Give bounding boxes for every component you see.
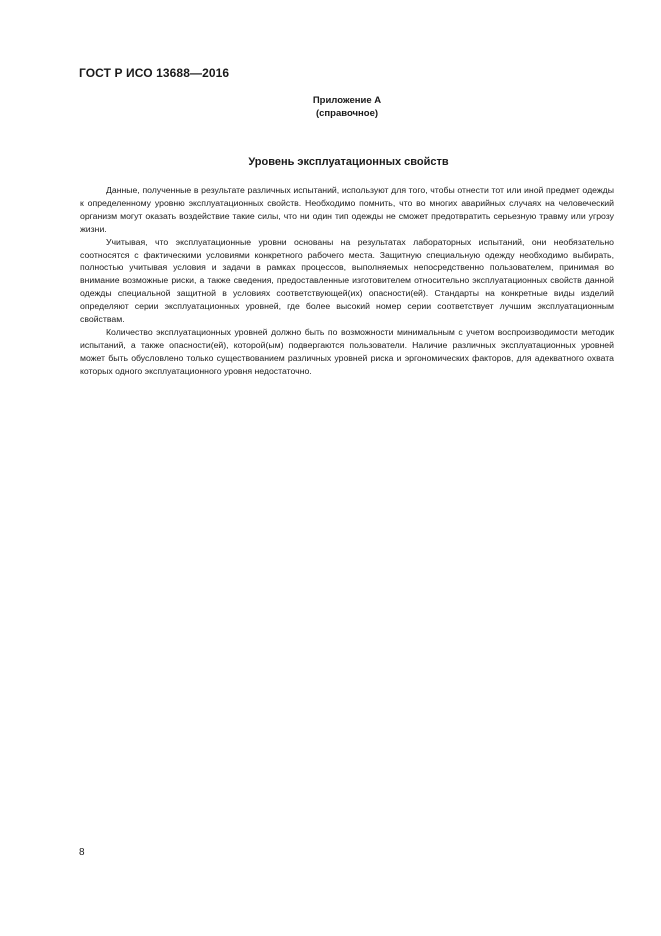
paragraph-3: Количество эксплуатационных уровней должно быть по возможности минимальным с учетом воспроизводимости методик испытаний, а также опасности(ей), которой(ым) подвергаются пользователи. Наличие различных эксплуатационных уровней может быть обусловлено только существованием различных уровней риска и эргономических факторов, для адекватного охвата которых одного эксплуатационного уровня недостаточно. [80,326,614,376]
document-code: ГОСТ Р ИСО 13688—2016 [79,66,230,80]
body-text [80,184,614,378]
paragraph-2: Учитывая, что эксплуатационные уровни основаны на результатах лабораторных испытаний, они необязательно соотносятся с фактическими условиями конкретного рабочего места. Защитную специальную одежду необходимо выбирать, полностью учитывая условия и задачи в рамках процессов, выполняемых непосредственно пользователем, принимая во внимание возможные риски, а также сведения, предоставленные изготовителем относительно эксплуатационных свойств данной одежды специальной защитной в условиях соответствующей(их) опасности(ей). Стандарты на конкретные виды изделий определяют серии эксплуатационных уровней, где более высокий номер серии соответствует лучшим эксплуатационным свойствам. [80,236,614,325]
page-number: 8 [79,847,85,858]
appendix-title: Приложение А [312,95,382,106]
appendix-note: (справочное) [315,108,379,119]
paragraph-1: Данные, полученные в результате различных испытаний, используют для того, чтобы отнести тот или иной предмет одежды к определенному уровню эксплуатационных свойств. Необходимо помнить, что во многих аварийных случаях на человеческий организм могут оказать воздействие такие силы, что ни один тип одежды не сможет предотвратить серьезную травму или угрозу жизни. [80,185,614,234]
section-title: Уровень эксплуатационных свойств [248,156,449,168]
